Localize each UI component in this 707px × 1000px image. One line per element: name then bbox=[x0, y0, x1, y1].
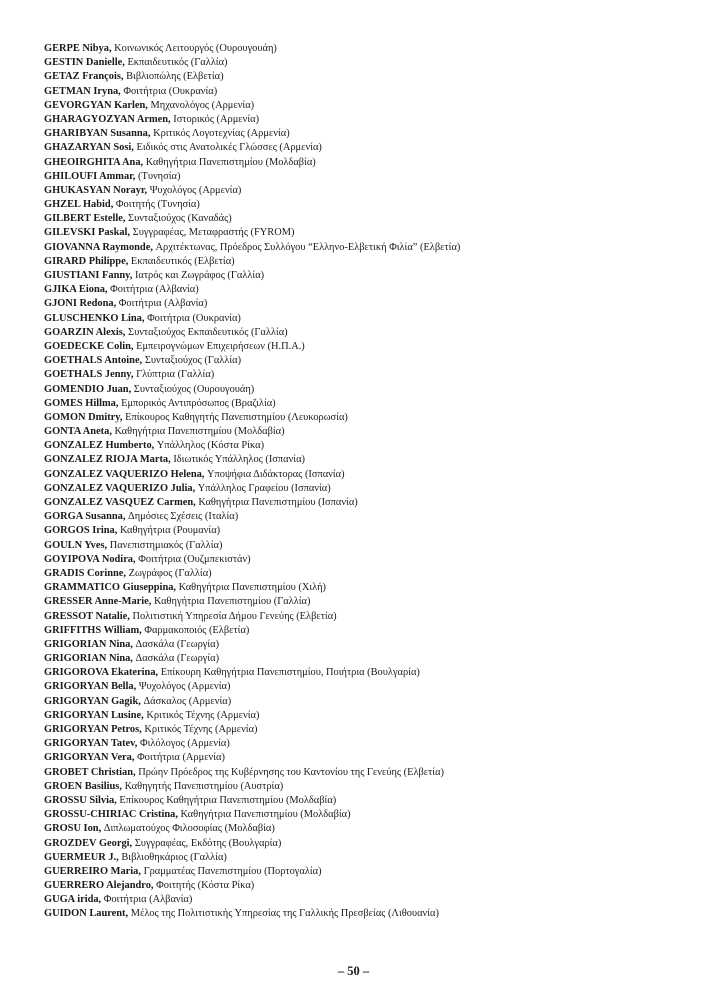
list-item bbox=[44, 652, 684, 666]
entry-name: GHAZARYAN Sosi, bbox=[44, 142, 134, 154]
list-item bbox=[44, 638, 684, 652]
list-item bbox=[44, 99, 684, 113]
entry-name: GUGA irida, bbox=[44, 894, 102, 906]
entry-description: Κοινωνικός Λειτουργός (Ουρουγουάη) bbox=[114, 43, 277, 54]
list-item bbox=[44, 383, 684, 397]
entry-description: Εκπαιδευτικός (Γαλλία) bbox=[127, 57, 228, 69]
entry-description: Καθηγήτρια Πανεπιστημίου (Γαλλία) bbox=[154, 596, 311, 608]
entry-description: Πανεπιστημιακός (Γαλλία) bbox=[109, 539, 223, 551]
list-item bbox=[44, 354, 684, 368]
entry-description: Καθηγήτρια Πανεπιστημίου (Χιλή) bbox=[178, 582, 326, 594]
entry-description: Πρώην Πρόεδρος της Κυβέρνησης του Καντονίου της Γενεύης (Ελβετία) bbox=[138, 766, 445, 778]
entry-name: GRIGORYAN Gagik, bbox=[44, 695, 141, 707]
entry-name: GRESSOT Natalie, bbox=[44, 610, 130, 622]
list-item bbox=[44, 496, 684, 510]
entry-description: Καθηγητής Πανεπιστημίου (Αυστρία) bbox=[124, 780, 284, 792]
participant-list bbox=[44, 42, 684, 922]
entry-name: GILEVSKI Paskal, bbox=[44, 227, 131, 239]
entry-name: GRIGORIAN Nina, bbox=[44, 638, 133, 650]
entry-description: Συνταξιούχος (Γαλλία) bbox=[144, 355, 242, 367]
entry-description: Φιλόλογος (Αρμενία) bbox=[139, 738, 230, 750]
list-item bbox=[44, 56, 684, 70]
entry-name: GHARAGYOZYAN Armen, bbox=[44, 113, 171, 125]
entry-name: GEVORGYAN Karlen, bbox=[44, 99, 148, 111]
entry-name: GONZALEZ Humberto, bbox=[44, 440, 155, 452]
entry-description: Ιατρός και Ζωγράφος (Γαλλία) bbox=[134, 270, 265, 281]
list-item bbox=[44, 170, 684, 184]
list-item bbox=[44, 723, 684, 737]
entry-description: Κριτικός Τέχνης (Αρμενία) bbox=[144, 724, 258, 735]
entry-name: GROSSU Silvia, bbox=[44, 794, 117, 806]
list-item bbox=[44, 241, 684, 255]
list-item bbox=[44, 42, 684, 56]
entry-description: Κριτικός Λογοτεχνίας (Αρμενία) bbox=[153, 128, 290, 140]
list-item bbox=[44, 595, 684, 609]
entry-name: GHARIBYAN Susanna, bbox=[44, 128, 151, 140]
list-item bbox=[44, 85, 684, 99]
entry-name: GUERMEUR J., bbox=[44, 851, 119, 863]
list-item bbox=[44, 524, 684, 538]
list-item bbox=[44, 893, 684, 907]
entry-description: Φοιτήτρια (Ουκρανία) bbox=[123, 85, 218, 97]
page-number: – 50 – bbox=[337, 964, 370, 978]
list-item bbox=[44, 709, 684, 723]
entry-description: Φοιτήτρια (Αλβανία) bbox=[110, 284, 199, 296]
list-item bbox=[44, 751, 684, 765]
entry-name: GORGA Susanna, bbox=[44, 511, 126, 523]
entry-description: Εμπορικός Αντιπρόσωπος (Βραζιλία) bbox=[121, 397, 276, 409]
list-item bbox=[44, 212, 684, 226]
list-item bbox=[44, 283, 684, 297]
list-item bbox=[44, 737, 684, 751]
entry-name: GRIGORYAN Bella, bbox=[44, 681, 137, 693]
entry-description: Φοιτήτρια (Αρμενία) bbox=[137, 752, 225, 764]
entry-description: Ψυχολόγος (Αρμενία) bbox=[138, 681, 231, 693]
list-item bbox=[44, 808, 684, 822]
entry-description: Εμπειρογνώμων Επιχειρήσεων (Η.Π.Α.) bbox=[136, 340, 305, 352]
entry-description: Φοιτητής (Κόστα Ρίκα) bbox=[156, 880, 255, 892]
entry-description: Φοιτήτρια (Αλβανία) bbox=[103, 894, 193, 906]
entry-description: Γραμματέας Πανεπιστημίου (Πορτογαλία) bbox=[143, 865, 322, 877]
entry-description: Πολιτιστική Υπηρεσία Δήμου Γενεύης (Ελβετία) bbox=[132, 610, 337, 622]
entry-name: GJIKA Eiona, bbox=[44, 284, 108, 296]
entry-name: GRIFFITHS William, bbox=[44, 624, 142, 636]
entry-description: Βιβλιοπώλης (Ελβετία) bbox=[126, 71, 224, 83]
list-item bbox=[44, 624, 684, 638]
list-item bbox=[44, 312, 684, 326]
entry-description: Διπλωματούχος Φιλοσοφίας (Μολδαβία) bbox=[103, 823, 275, 835]
entry-description: Γλύπτρια (Γαλλία) bbox=[136, 369, 215, 381]
entry-name: GETMAN Iryna, bbox=[44, 85, 121, 97]
entry-name: GONTA Aneta, bbox=[44, 426, 112, 438]
list-item bbox=[44, 610, 684, 624]
entry-description: Φοιτήτρια (Ουκρανία) bbox=[147, 312, 241, 324]
entry-name: GROSU Ion, bbox=[44, 823, 102, 835]
entry-description: Κριτικός Τέχνης (Αρμενία) bbox=[146, 709, 260, 721]
entry-name: GILBERT Estelle, bbox=[44, 213, 126, 225]
list-item bbox=[44, 184, 684, 198]
list-item bbox=[44, 879, 684, 893]
entry-name: GOMES Hillma, bbox=[44, 397, 119, 409]
list-item bbox=[44, 70, 684, 84]
entry-description: Φοιτήτρια (Ουζμπεκιστάν) bbox=[138, 553, 251, 565]
list-item bbox=[44, 226, 684, 240]
entry-description: Καθηγήτρια Πανεπιστημίου (Ισπανία) bbox=[198, 497, 358, 508]
entry-description: Συνταξιούχος Εκπαιδευτικός (Γαλλία) bbox=[128, 326, 288, 338]
list-item bbox=[44, 397, 684, 411]
entry-description: Ειδικός στις Ανατολικές Γλώσσες (Αρμενία) bbox=[136, 142, 322, 154]
entry-description: Συνταξιούχος (Ουρουγουάη) bbox=[133, 383, 255, 395]
entry-name: GHZEL Habid, bbox=[44, 199, 114, 211]
entry-name: GJONI Redona, bbox=[44, 298, 117, 310]
entry-name: GONZALEZ VAQUERIZO Julia, bbox=[44, 482, 196, 494]
list-item bbox=[44, 453, 684, 467]
list-item bbox=[44, 198, 684, 212]
entry-name: GROEN Basilius, bbox=[44, 780, 122, 792]
entry-description: Δημόσιες Σχέσεις (Ιταλία) bbox=[128, 511, 239, 523]
entry-description: Καθηγήτρια Πανεπιστημίου (Μολδαβία) bbox=[114, 426, 285, 438]
entry-description: Φοιτητής (Τυνησία) bbox=[115, 199, 200, 211]
entry-name: GUIDON Laurent, bbox=[44, 908, 129, 920]
entry-description: Συγγραφέας, Μεταφραστής (FYROM) bbox=[132, 227, 295, 239]
entry-name: GOULN Yves, bbox=[44, 539, 108, 551]
list-item bbox=[44, 156, 684, 170]
entry-name: GERPE Nibya, bbox=[44, 43, 112, 54]
entry-description: Ιστορικός (Αρμενία) bbox=[173, 113, 260, 125]
entry-name: GIOVANNA Raymonde, bbox=[44, 241, 153, 253]
entry-description: Συγγραφέας, Εκδότης (Βουλγαρία) bbox=[134, 837, 282, 849]
entry-name: GLUSCHENKO Lina, bbox=[44, 312, 145, 324]
entry-name: GOYIPOVA Nodira, bbox=[44, 553, 136, 565]
entry-name: GRIGOROVA Ekaterina, bbox=[44, 667, 159, 679]
entry-name: GROZDEV Georgi, bbox=[44, 837, 133, 849]
entry-name: GRIGORYAN Petros, bbox=[44, 724, 142, 735]
entry-description: Δάσκαλος (Αρμενία) bbox=[143, 695, 232, 707]
entry-name: GONZALEZ VAQUERIZO Helena, bbox=[44, 468, 205, 480]
list-item bbox=[44, 326, 684, 340]
list-item bbox=[44, 766, 684, 780]
entry-description: Μηχανολόγος (Αρμενία) bbox=[150, 99, 255, 111]
list-item bbox=[44, 141, 684, 155]
list-item bbox=[44, 822, 684, 836]
list-item bbox=[44, 907, 684, 921]
list-item bbox=[44, 666, 684, 680]
list-item bbox=[44, 680, 684, 694]
entry-description: Εκπαιδευτικός (Ελβετία) bbox=[130, 255, 235, 267]
entry-name: GONZALEZ RIOJA Marta, bbox=[44, 454, 171, 466]
list-item bbox=[44, 695, 684, 709]
entry-description: Δασκάλα (Γεωργία) bbox=[135, 653, 220, 665]
entry-description: Καθηγήτρια (Ρουμανία) bbox=[119, 525, 221, 537]
list-item bbox=[44, 794, 684, 808]
list-item bbox=[44, 411, 684, 425]
entry-name: GRADIS Corinne, bbox=[44, 567, 126, 579]
list-item bbox=[44, 439, 684, 453]
entry-name: GRIGORYAN Tatev, bbox=[44, 738, 138, 750]
list-item bbox=[44, 425, 684, 439]
list-item bbox=[44, 780, 684, 794]
entry-name: GHILOUFI Ammar, bbox=[44, 170, 136, 182]
entry-name: GRESSER Anne-Marie, bbox=[44, 596, 152, 608]
entry-name: GESTIN Danielle, bbox=[44, 57, 125, 69]
entry-description: Επίκουρος Καθηγητής Πανεπιστημίου (Λευκορωσία) bbox=[125, 411, 348, 423]
list-item bbox=[44, 539, 684, 553]
entry-name: GUERRERO Alejandro, bbox=[44, 880, 154, 892]
list-item bbox=[44, 269, 684, 283]
entry-name: GOETHALS Antoine, bbox=[44, 355, 143, 367]
entry-description: Φοιτήτρια (Αλβανία) bbox=[118, 298, 208, 310]
entry-name: GHUKASYAN Norayr, bbox=[44, 184, 148, 196]
entry-name: GOMENDIO Juan, bbox=[44, 383, 132, 395]
list-item bbox=[44, 851, 684, 865]
entry-description: Φαρμακοποιός (Ελβετία) bbox=[144, 624, 250, 636]
list-item bbox=[44, 113, 684, 127]
list-item bbox=[44, 510, 684, 524]
entry-description: Υπάλληλος Γραφείου (Ισπανία) bbox=[197, 482, 331, 494]
list-item bbox=[44, 468, 684, 482]
entry-description: Καθηγήτρια Πανεπιστημίου (Μολδαβία) bbox=[145, 156, 316, 168]
list-item bbox=[44, 127, 684, 141]
list-item bbox=[44, 482, 684, 496]
entry-description: Ζωγράφος (Γαλλία) bbox=[128, 567, 212, 579]
entry-description: Ψυχολόγος (Αρμενία) bbox=[149, 184, 242, 196]
entry-description: Αρχιτέκτωνας, Πρόεδρος Συλλόγου “Ελληνο-Ελβετική Φιλία” (Ελβετία) bbox=[155, 241, 461, 253]
entry-description: Ιδιωτικός Υπάλληλος (Ισπανία) bbox=[173, 454, 305, 466]
list-item bbox=[44, 567, 684, 581]
entry-name: GOETHALS Jenny, bbox=[44, 369, 134, 381]
entry-name: GORGOS Irina, bbox=[44, 525, 118, 537]
list-item bbox=[44, 837, 684, 851]
entry-name: GRAMMATICO Giuseppina, bbox=[44, 582, 177, 594]
entry-name: GOEDECKE Colin, bbox=[44, 340, 134, 352]
list-item bbox=[44, 553, 684, 567]
entry-description: Επίκουρη Καθηγήτρια Πανεπιστημίου, Ποιήτρια (Βουλγαρία) bbox=[160, 667, 420, 679]
entry-name: GRIGORYAN Vera, bbox=[44, 752, 135, 764]
entry-name: GHEOIRGHITA Ana, bbox=[44, 156, 144, 168]
list-item bbox=[44, 865, 684, 879]
list-item bbox=[44, 297, 684, 311]
entry-name: GIUSTIANI Fanny, bbox=[44, 270, 133, 281]
entry-description: Υπάλληλος (Κόστα Ρίκα) bbox=[156, 440, 265, 452]
entry-name: GOMON Dmitry, bbox=[44, 411, 123, 423]
entry-name: GROSSU-CHIRIAC Cristina, bbox=[44, 809, 178, 821]
entry-name: GONZALEZ VASQUEZ Carmen, bbox=[44, 497, 196, 508]
entry-name: GETAZ François, bbox=[44, 71, 124, 83]
entry-name: GIRARD Philippe, bbox=[44, 255, 129, 267]
list-item bbox=[44, 340, 684, 354]
entry-name: GUERREIRO Maria, bbox=[44, 865, 141, 877]
entry-name: GOARZIN Alexis, bbox=[44, 326, 126, 338]
entry-description: Βιβλιοθηκάριος (Γαλλία) bbox=[121, 851, 227, 863]
entry-description: Επίκουρος Καθηγήτρια Πανεπιστημίου (Μολδαβία) bbox=[119, 794, 337, 806]
list-item bbox=[44, 255, 684, 269]
entry-description: Συνταξιούχος (Καναδάς) bbox=[128, 213, 232, 225]
entry-description: Υποψήφια Διδάκτορας (Ισπανία) bbox=[207, 468, 345, 480]
entry-name: GRIGORIAN Nina, bbox=[44, 653, 133, 665]
entry-description: (Τυνησία) bbox=[138, 170, 181, 182]
list-item bbox=[44, 368, 684, 382]
entry-description: Καθηγήτρια Πανεπιστημίου (Μολδαβία) bbox=[180, 809, 351, 821]
entry-description: Δασκάλα (Γεωργία) bbox=[135, 638, 220, 650]
entry-name: GRIGORYAN Lusine, bbox=[44, 709, 144, 721]
entry-description: Μέλος της Πολιτιστικής Υπηρεσίας της Γαλλικής Πρεσβείας (Λιθουανία) bbox=[130, 908, 439, 920]
list-item bbox=[44, 581, 684, 595]
entry-name: GROBET Christian, bbox=[44, 766, 136, 778]
